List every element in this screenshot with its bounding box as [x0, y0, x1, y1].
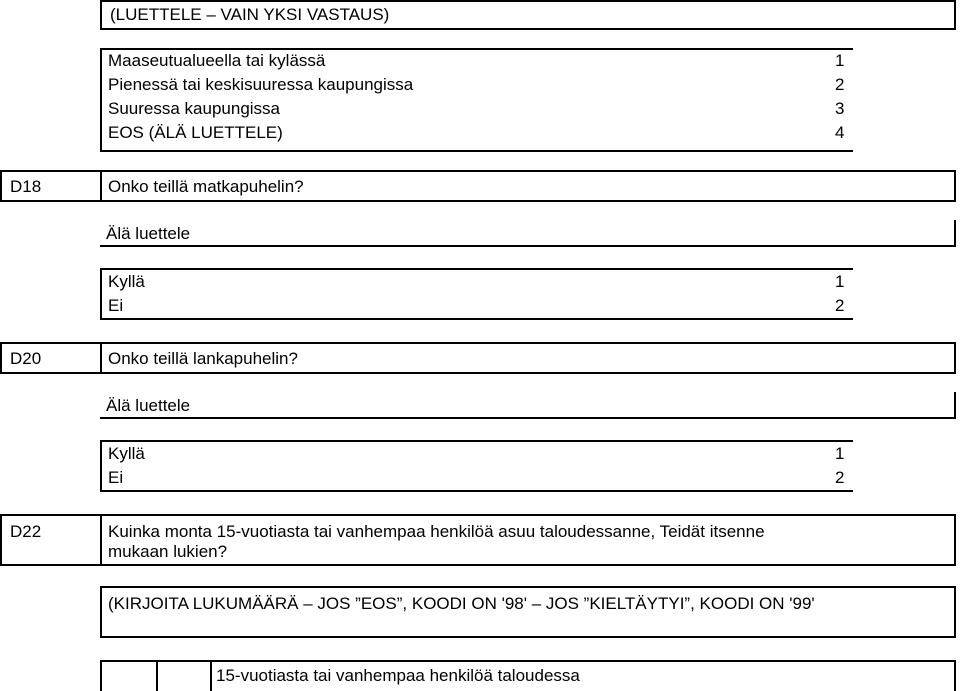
option-code: 2 — [835, 468, 845, 487]
d17-option-row[interactable] — [108, 73, 853, 97]
digit-input-box[interactable] — [156, 660, 212, 691]
option-label: EOS (ÄLÄ LUETTELE) — [108, 123, 283, 142]
divider — [954, 392, 956, 419]
divider — [100, 417, 956, 419]
d17-option-row[interactable] — [108, 121, 853, 145]
question-code: D18 — [10, 177, 42, 196]
divider — [954, 220, 956, 247]
d18-option-row[interactable] — [108, 270, 853, 294]
answer-label: 15-vuotiasta tai vanhempaa henkilöä taloudessa — [216, 666, 580, 685]
d18-instruction: Älä luettele — [106, 224, 191, 243]
option-label: Suuressa kaupungissa — [108, 99, 281, 118]
d18-code-box — [0, 170, 102, 202]
option-label: Ei — [108, 468, 124, 487]
d20-option-row[interactable] — [108, 466, 853, 490]
option-label: Pienessä tai keskisuuressa kaupungissa — [108, 75, 414, 94]
option-label: Ei — [108, 296, 124, 315]
d22-question-box — [100, 514, 956, 566]
divider — [100, 245, 956, 247]
d20-question-box — [100, 342, 956, 374]
d20-code-box — [0, 342, 102, 374]
d17-option-row[interactable] — [108, 49, 853, 73]
option-label: Maaseutualueella tai kylässä — [108, 51, 326, 70]
header-instruction-box — [100, 0, 956, 30]
d20-option-row[interactable] — [108, 442, 853, 466]
digit-input-box[interactable] — [100, 660, 158, 691]
question-text-line1: Kuinka monta 15-vuotiasta tai vanhempaa henkilöä asuu taloudessanne, Teidät itsenne — [108, 522, 765, 541]
option-code: 4 — [835, 123, 845, 142]
option-code: 2 — [835, 75, 845, 94]
option-label: Kyllä — [108, 272, 145, 291]
d17-option-row[interactable] — [108, 97, 853, 121]
question-code: D22 — [10, 522, 42, 541]
option-code: 1 — [835, 51, 845, 70]
d22-instruction-box — [100, 586, 956, 638]
option-label: Kyllä — [108, 444, 145, 463]
d18-option-row[interactable] — [108, 294, 853, 318]
option-code: 3 — [835, 99, 845, 118]
d18-question-box — [100, 170, 956, 202]
option-code: 1 — [835, 444, 845, 463]
question-text: Onko teillä lankapuhelin? — [108, 349, 298, 368]
option-code: 2 — [835, 296, 845, 315]
header-instruction: (LUETTELE – VAIN YKSI VASTAUS) — [110, 5, 390, 24]
d22-code-box — [0, 514, 102, 566]
d22-instruction: (KIRJOITA LUKUMÄÄRÄ – JOS ”EOS”, KOODI ON '98' – JOS ”KIELTÄYTYI”, KOODI ON '99' — [108, 594, 815, 613]
question-text-line2: mukaan lukien? — [108, 542, 228, 561]
option-code: 1 — [835, 272, 845, 291]
question-code: D20 — [10, 349, 42, 368]
d20-instruction: Älä luettele — [106, 396, 191, 415]
question-text: Onko teillä matkapuhelin? — [108, 177, 304, 196]
